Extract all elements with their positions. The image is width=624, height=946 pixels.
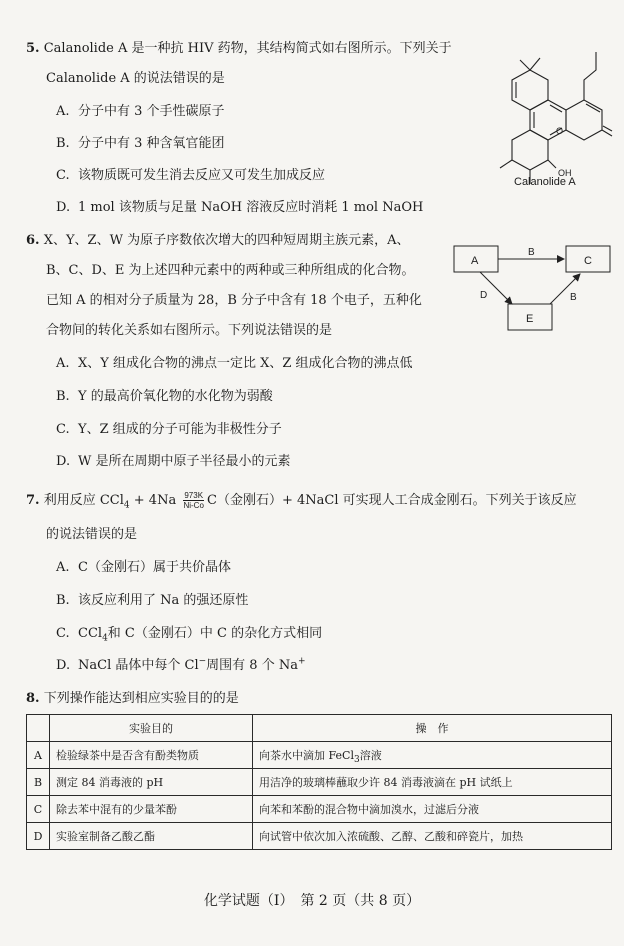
row-purpose: 检验绿茶中是否含有酚类物质: [50, 742, 253, 769]
option-text: 分子中有 3 种含氧官能团: [78, 136, 225, 151]
page-footer: 化学试题（Ⅰ） 第 2 页（共 8 页）: [203, 893, 421, 909]
q6-stem-text1: X、Y、Z、W 为原子序数依次增大的四种短周期主族元素，A、: [43, 233, 410, 248]
table-row: [27, 769, 612, 796]
q7-stem-mid: + 4Na: [129, 493, 177, 508]
row-purpose: 测定 84 消毒液的 pH: [50, 769, 253, 796]
q7-option-b: [56, 592, 248, 610]
q6-number: 6.: [26, 233, 40, 248]
option-text: 该物质既可发生消去反应又可发生加成反应: [78, 168, 326, 183]
option-letter: B.: [56, 389, 70, 404]
option-letter: B.: [56, 593, 70, 608]
q5-stem-line1: [26, 40, 452, 58]
row-operation-sub: 3: [353, 755, 360, 766]
row-operation: 用洁净的玻璃棒蘸取少许 84 消毒液滴在 pH 试纸上: [253, 769, 612, 796]
table-row: [27, 823, 612, 850]
q8-stem-text: 下列操作能达到相应实验目的的是: [43, 691, 239, 706]
q6-option-b: [56, 388, 273, 406]
box-a-label: A: [471, 255, 479, 267]
q6-stem-line1: [26, 232, 409, 250]
q5-option-b: [56, 135, 225, 153]
hydroxyl-label: OH: [558, 168, 572, 178]
q7-stem-post: C（金刚石）+ 4NaCl 可实现人工合成金刚石。下列关于该反应: [207, 493, 577, 508]
q5-option-c: [56, 167, 325, 185]
q7-stem-sub: 4: [123, 500, 130, 511]
option-sup-charge: −: [198, 656, 207, 667]
option-letter: D.: [56, 658, 71, 673]
option-sub: 4: [102, 633, 108, 644]
option-text: 1 mol 该物质与足量 NaOH 溶液反应时消耗 1 mol NaOH: [78, 200, 424, 215]
option-text: Y 的最高价氧化物的水化物为弱酸: [78, 389, 273, 404]
option-text: W 是所在周期中原子半径最小的元素: [78, 454, 291, 469]
table-header-operation: 操 作: [253, 715, 612, 742]
option-text-pre: NaCl 晶体中每个 Cl: [78, 658, 199, 673]
q5-option-a: [56, 103, 225, 121]
experiment-table: [26, 714, 612, 850]
lactone-ring: [566, 100, 602, 140]
q8-stem: [26, 690, 239, 708]
option-text: X、Y 组成化合物的沸点一定比 X、Z 组成化合物的沸点低: [78, 356, 413, 371]
table-row: [27, 796, 612, 823]
row-operation-pre: 向茶水中滴加 FeCl: [259, 749, 354, 762]
q6-stem-line3: 已知 A 的相对分子质量为 28，B 分子中含有 18 个电子，五种化: [46, 293, 422, 308]
option-text: Y、Z 组成的分子可能为非极性分子: [78, 422, 282, 437]
q5-number: 5.: [26, 41, 40, 56]
row-label: B: [27, 769, 50, 796]
row-operation-post: 溶液: [359, 749, 382, 762]
q6-stem-line4: 合物间的转化关系如右图所示。下列说法错误的是: [46, 323, 333, 338]
pyran-ring-bottom: [512, 130, 548, 170]
row-label: A: [27, 742, 50, 769]
option-text: 该反应利用了 Na 的强还原性: [78, 593, 249, 608]
table-row: [27, 742, 612, 769]
q7-option-a: [56, 559, 231, 577]
figure-caption: Calanolide A: [514, 176, 576, 188]
q6-option-a: [56, 355, 413, 373]
q7-stem-line1: [26, 491, 577, 510]
q5-stem-line2: Calanolide A 的说法错误的是: [46, 71, 225, 86]
edge-ec-label: B: [570, 292, 577, 303]
row-operation: 向苯和苯酚的混合物中滴加溴水，过滤后分液: [253, 796, 612, 823]
row-label: C: [27, 796, 50, 823]
row-purpose: 实验室制备乙酸乙酯: [50, 823, 253, 850]
option-text: C（金刚石）属于共价晶体: [78, 560, 231, 575]
propyl-chain: [584, 52, 596, 100]
q7-stem-line2: 的说法错误的是: [46, 527, 138, 542]
ring-oxygen-label: O: [556, 126, 564, 136]
option-letter: C.: [56, 168, 70, 183]
q8-number: 8.: [26, 691, 40, 706]
row-label: D: [27, 823, 50, 850]
option-letter: D.: [56, 200, 71, 215]
q6-stem-line2: B、C、D、E 为上述四种元素中的两种或三种所组成的化合物。: [46, 263, 415, 278]
option-letter: C.: [56, 626, 70, 641]
q6-option-d: [56, 453, 291, 471]
row-purpose: 除去苯中混有的少量苯酚: [50, 796, 253, 823]
reaction-condition: [183, 491, 204, 510]
table-header-purpose: 实验目的: [50, 715, 253, 742]
option-letter: A.: [56, 560, 70, 575]
condition-temperature: 973K: [184, 491, 204, 500]
row-operation: [253, 742, 612, 769]
q7-option-c: [56, 625, 322, 643]
q7-number: 7.: [26, 493, 40, 508]
row-operation: 向试管中依次加入浓硫酸、乙醇、乙酸和碎瓷片，加热: [253, 823, 612, 850]
option-letter: D.: [56, 454, 71, 469]
option-sup-charge: +: [297, 656, 306, 667]
box-c-label: C: [584, 255, 592, 267]
option-letter: A.: [56, 104, 70, 119]
condition-catalyst: Ni-Co: [183, 501, 204, 510]
option-text-mid: 周围有 8 个 Na: [206, 658, 298, 673]
table-header-label: [27, 715, 50, 742]
option-text-post: 和 C（金刚石）中 C 的杂化方式相同: [107, 626, 323, 641]
q5-stem-text1: Calanolide A 是一种抗 HIV 药物，其结构简式如右图所示。下列关于: [43, 41, 452, 56]
table-header-row: [27, 715, 612, 742]
conversion-diagram: [450, 236, 618, 336]
q7-stem-pre: 利用反应 CCl: [43, 493, 124, 508]
option-letter: B.: [56, 136, 70, 151]
option-letter: C.: [56, 422, 70, 437]
pyran-ring-top: [512, 70, 548, 110]
edge-ac-label: B: [528, 247, 535, 258]
q5-option-d: [56, 199, 423, 217]
option-text-pre: CCl: [78, 626, 103, 641]
q6-option-c: [56, 421, 282, 439]
box-e-label: E: [526, 313, 534, 325]
option-text: 分子中有 3 个手性碳原子: [78, 104, 225, 119]
option-letter: A.: [56, 356, 70, 371]
edge-ae-label: D: [480, 290, 488, 301]
q7-option-d: [56, 657, 306, 675]
calanolide-structure-figure: [490, 30, 618, 192]
